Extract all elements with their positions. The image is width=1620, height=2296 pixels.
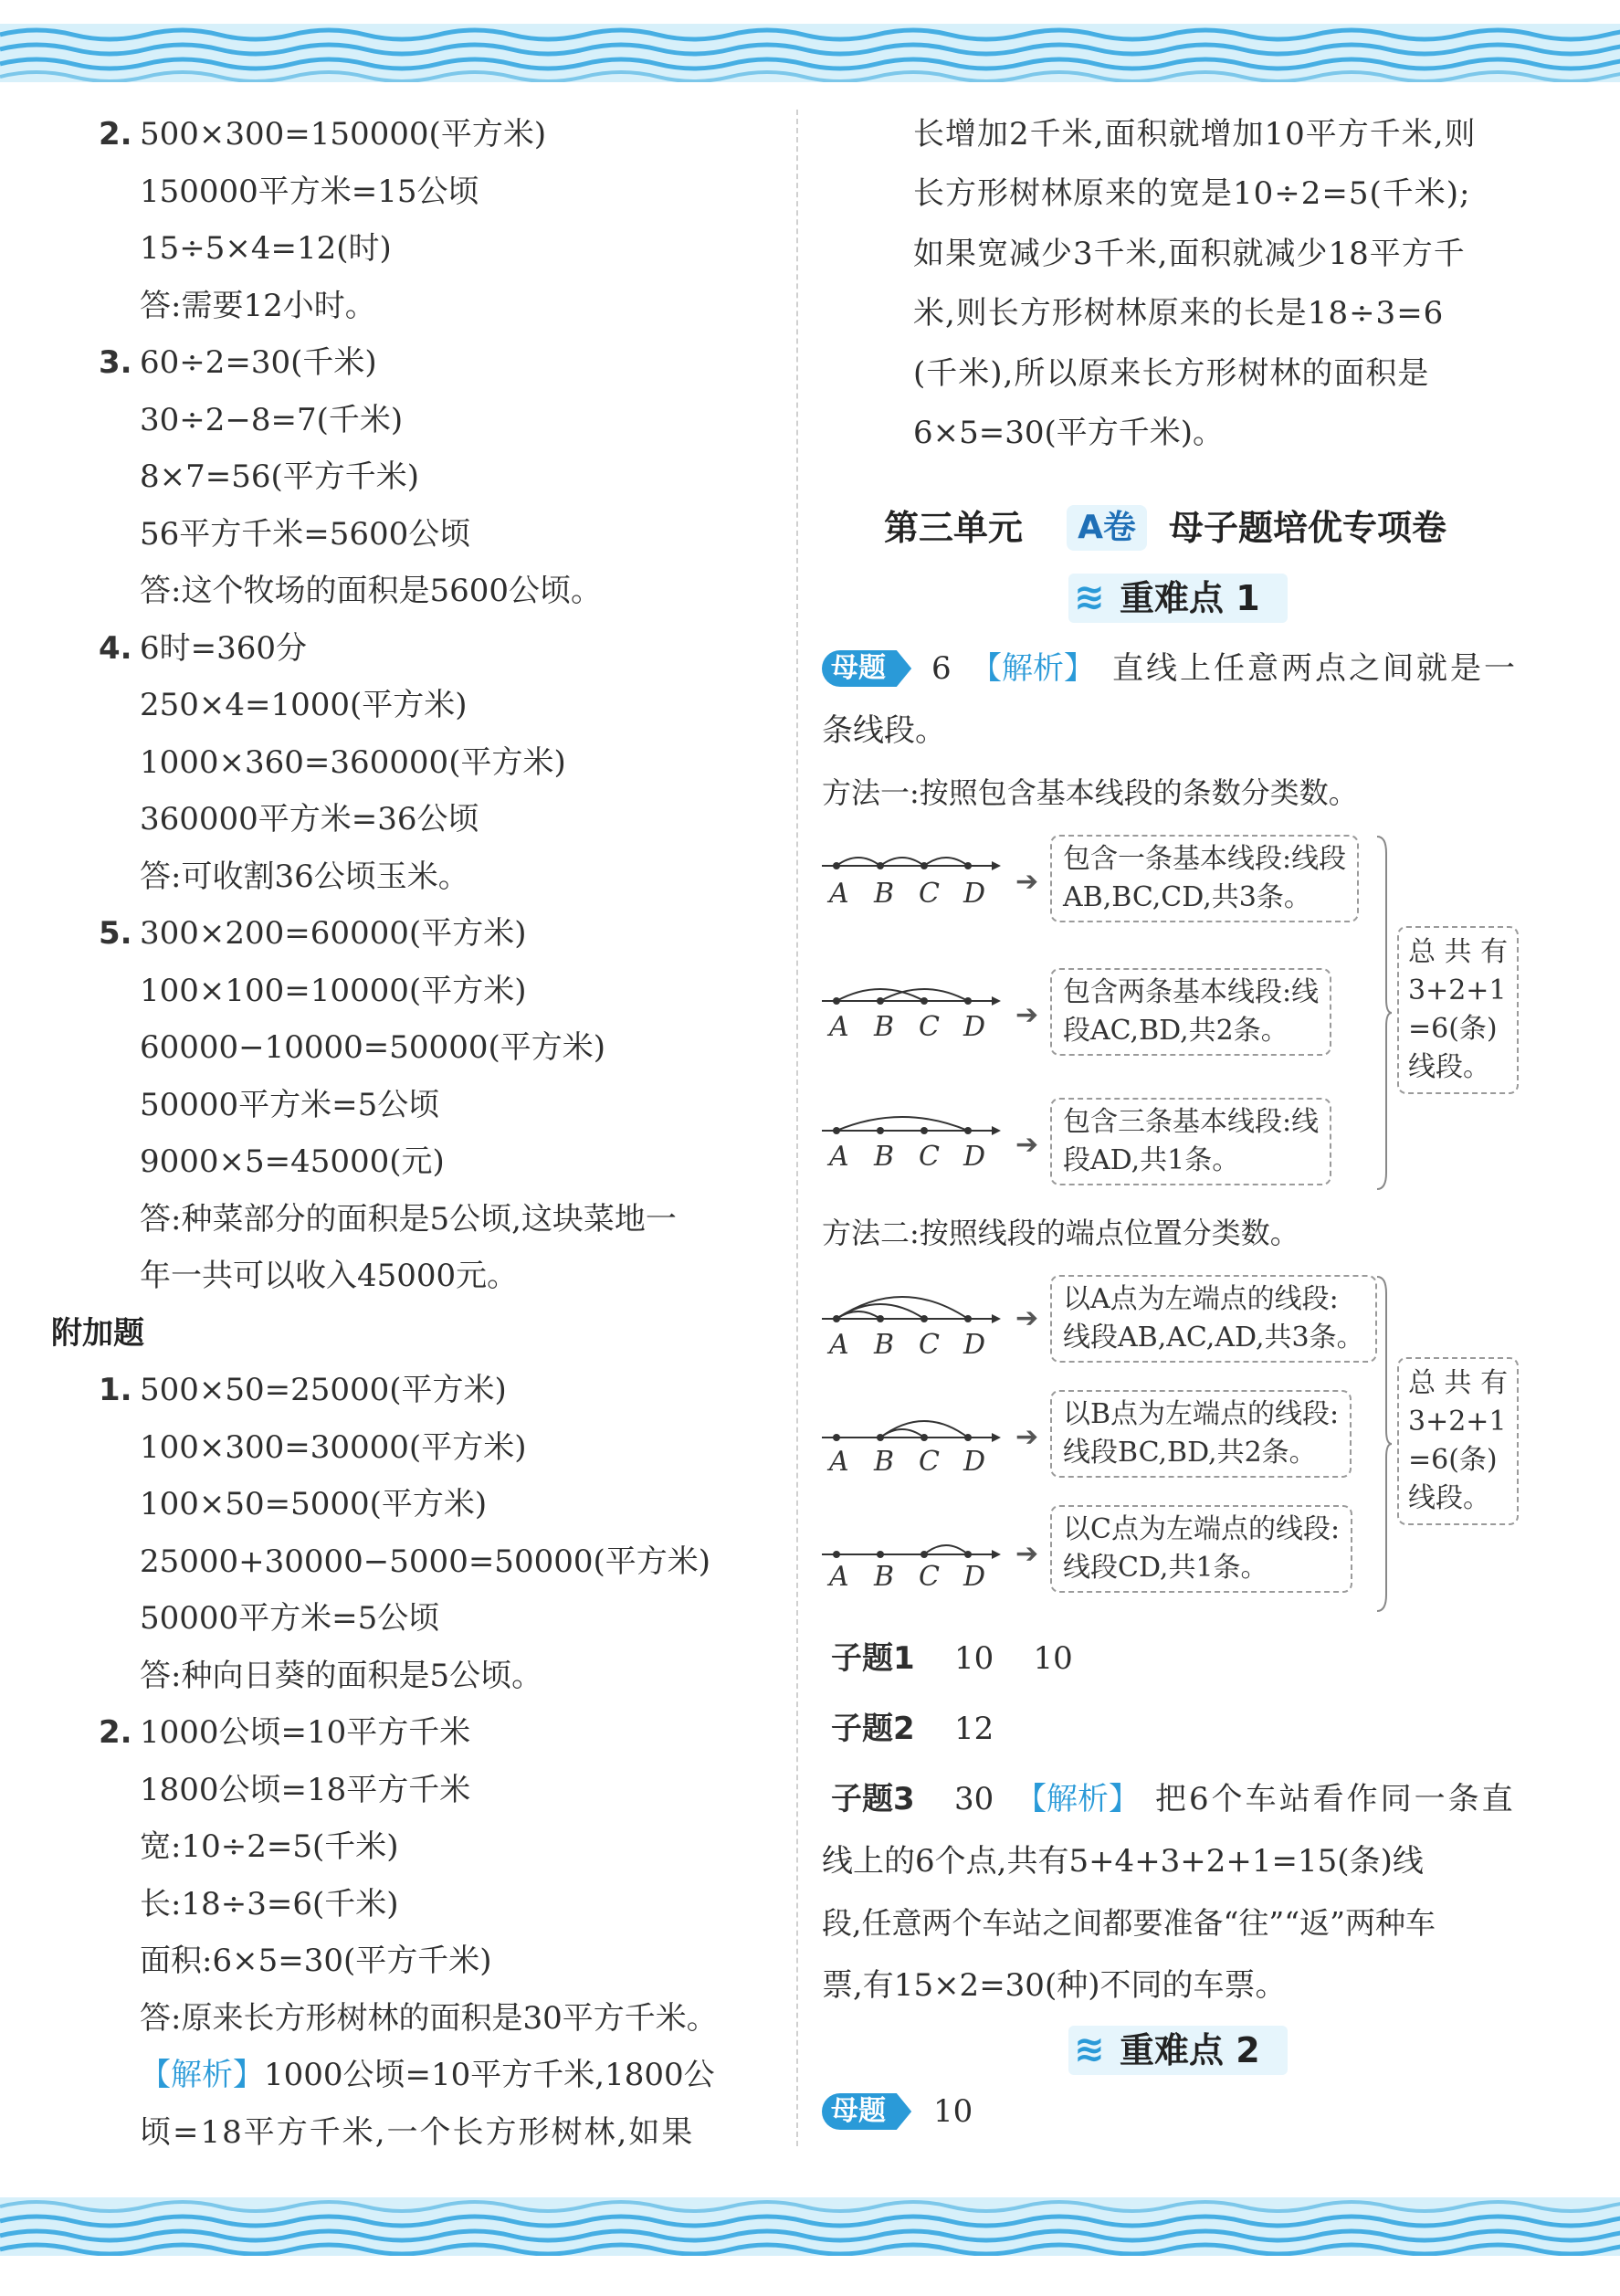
q5-line: 9000×5=45000(元) [140, 1143, 445, 1180]
mother2-answer: 10 [933, 2093, 973, 2130]
extra1-line: 500×50=25000(平方米) [140, 1372, 507, 1408]
sub3-text: 票,有15×2=30(种)不同的车票。 [822, 1967, 1287, 2004]
segment-diagram-5 [822, 1403, 1014, 1452]
q2-number: 2. [99, 116, 132, 153]
continued-line: 米,则长方形树林原来的长是18÷3=6 [913, 295, 1445, 332]
bottom-wave-band [0, 2197, 1620, 2256]
wave-icon: ≋ [1074, 576, 1105, 618]
extra2-analysis-line: 顷=18平方千米,一个长方形树林,如果 [140, 2114, 695, 2151]
extra2-line: 答:原来长方形树林的面积是30平方千米。 [140, 2000, 718, 2037]
extra1-line: 25000+30000−5000=50000(平方米) [140, 1543, 710, 1580]
q5-number: 5. [99, 915, 132, 952]
arrow-right-icon: ➔ [1015, 1302, 1039, 1334]
q3-line: 60÷2=30(千米) [140, 344, 377, 381]
point-labels: A B C D [829, 1329, 986, 1361]
point-labels: A B C D [829, 878, 986, 910]
mother1-text: 条线段。 [822, 712, 946, 749]
q5-line: 50000平方米=5公顷 [140, 1087, 440, 1123]
point-labels: A B C D [829, 1141, 986, 1173]
method1-box: 包含一条基本线段:线段 AB,BC,CD,共3条。 [1050, 835, 1359, 922]
top-wave-band [0, 24, 1620, 82]
extra2-line: 面积:6×5=30(平方千米) [140, 1943, 492, 1979]
column-divider [796, 110, 798, 2146]
segment-diagram-4 [822, 1275, 1014, 1333]
extra1-line: 答:种向日葵的面积是5公顷。 [140, 1658, 543, 1694]
method-two-title: 方法二:按照线段的端点位置分类数。 [822, 1216, 1299, 1250]
q2-line: 500×300=150000(平方米) [140, 116, 547, 153]
continued-line: 长方形树林原来的宽是10÷2=5(千米); [913, 175, 1471, 212]
q4-line: 6时=360分 [140, 630, 308, 667]
method2-summary: 总 共 有 3+2+1 =6(条) 线段。 [1397, 1357, 1519, 1525]
sub-question-3-label: 子题3 [831, 1781, 915, 1817]
sub3-text: 把6个车站看作同一条直 [1155, 1781, 1516, 1817]
extra1-number: 1. [99, 1372, 132, 1408]
sub-question-3-answer: 30 [954, 1781, 994, 1817]
sub-question-2-label: 子题2 [831, 1711, 915, 1747]
extra2-analysis-line: 【解析】1000公顷=10平方千米,1800公 [140, 2057, 715, 2093]
q4-line: 答:可收割36公顷玉米。 [140, 858, 469, 895]
q5-line: 年一共可以收入45000元。 [140, 1258, 519, 1294]
q2-line: 答:需要12小时。 [140, 288, 376, 324]
extra1-line: 100×50=5000(平方米) [140, 1486, 488, 1522]
q5-line: 答:种菜部分的面积是5公顷,这块菜地一 [140, 1201, 677, 1238]
method2-box: 以A点为左端点的线段: 线段AB,AC,AD,共3条。 [1050, 1275, 1377, 1363]
mother1-answer: 6 [931, 650, 952, 687]
brace-icon [1375, 1275, 1394, 1613]
extra1-line: 100×300=30000(平方米) [140, 1429, 527, 1466]
extra2-line: 宽:10÷2=5(千米) [140, 1828, 399, 1865]
q5-line: 60000−10000=50000(平方米) [140, 1029, 605, 1066]
method2-box: 以C点为左端点的线段: 线段CD,共1条。 [1050, 1505, 1352, 1593]
mother-question-badge: 母题 [822, 2091, 922, 2132]
method2-box: 以B点为左端点的线段: 线段BC,BD,共2条。 [1050, 1390, 1352, 1478]
q4-line: 250×4=1000(平方米) [140, 687, 468, 723]
method1-box: 包含两条基本线段:线 段AC,BD,共2条。 [1050, 968, 1331, 1056]
q4-number: 4. [99, 630, 132, 667]
q3-line: 答:这个牧场的面积是5600公顷。 [140, 573, 602, 609]
arrow-right-icon: ➔ [1015, 866, 1039, 898]
continued-line: 6×5=30(平方千米)。 [913, 415, 1225, 451]
key-point-2-heading: ≋ 重难点 2 [1068, 2026, 1288, 2075]
extra2-number: 2. [99, 1714, 132, 1751]
q3-line: 8×7=56(平方千米) [140, 458, 420, 495]
sub3-text: 段,任意两个车站之间都要准备“往”“返”两种车 [822, 1905, 1436, 1941]
method1-summary: 总 共 有 3+2+1 =6(条) 线段。 [1397, 926, 1519, 1094]
extra-section-title: 附加题 [51, 1315, 144, 1352]
unit-title: 第三单元 [884, 508, 1024, 548]
method-one-title: 方法一:按照包含基本线段的条数分类数。 [822, 775, 1358, 810]
point-labels: A B C D [829, 1561, 986, 1593]
q3-line: 30÷2−8=7(千米) [140, 402, 404, 438]
unit-badge: A卷 [1067, 505, 1147, 551]
sub-question-2-answer: 12 [954, 1711, 994, 1747]
sub3-text: 线上的6个点,共有5+4+3+2+1=15(条)线 [822, 1843, 1424, 1880]
q4-line: 360000平方米=36公顷 [140, 801, 479, 837]
q3-number: 3. [99, 344, 132, 381]
sub-question-1-answer: 10 10 [954, 1640, 1073, 1677]
wave-icon: ≋ [1074, 2028, 1105, 2070]
mother1-text: 直线上任意两点之间就是一 [1112, 650, 1518, 687]
q5-line: 100×100=10000(平方米) [140, 973, 527, 1009]
sub-question-1-label: 子题1 [831, 1640, 915, 1677]
extra2-line: 1000公顷=10平方千米 [140, 1714, 471, 1751]
method1-box: 包含三条基本线段:线 段AD,共1条。 [1050, 1098, 1331, 1185]
analysis-tag: 【解析】 [971, 650, 1095, 687]
arrow-right-icon: ➔ [1015, 1129, 1039, 1161]
q4-line: 1000×360=360000(平方米) [140, 744, 566, 781]
arrow-right-icon: ➔ [1015, 1538, 1039, 1570]
point-labels: A B C D [829, 1011, 986, 1043]
continued-line: (千米),所以原来长方形树林的面积是 [913, 355, 1430, 392]
q2-line: 15÷5×4=12(时) [140, 230, 392, 267]
point-labels: A B C D [829, 1446, 986, 1478]
q5-line: 300×200=60000(平方米) [140, 915, 527, 952]
continued-line: 如果宽减少3千米,面积就减少18平方千 [913, 236, 1466, 272]
mother-question-badge: 母题 [822, 648, 922, 689]
extra1-line: 50000平方米=5公顷 [140, 1600, 440, 1637]
analysis-tag: 【解析】 [140, 2057, 264, 2093]
arrow-right-icon: ➔ [1015, 1421, 1039, 1453]
key-point-1-heading: ≋ 重难点 1 [1068, 574, 1288, 623]
extra2-line: 长:18÷3=6(千米) [140, 1886, 399, 1922]
brace-icon [1375, 835, 1394, 1191]
unit-subtitle: 母子题培优专项卷 [1169, 508, 1447, 548]
continued-line: 长增加2千米,面积就增加10平方千米,则 [913, 116, 1477, 153]
extra2-line: 1800公顷=18平方千米 [140, 1772, 471, 1808]
q3-line: 56平方千米=5600公顷 [140, 516, 471, 553]
q2-line: 150000平方米=15公顷 [140, 174, 479, 210]
arrow-right-icon: ➔ [1015, 999, 1039, 1031]
analysis-tag: 【解析】 [1015, 1781, 1140, 1817]
